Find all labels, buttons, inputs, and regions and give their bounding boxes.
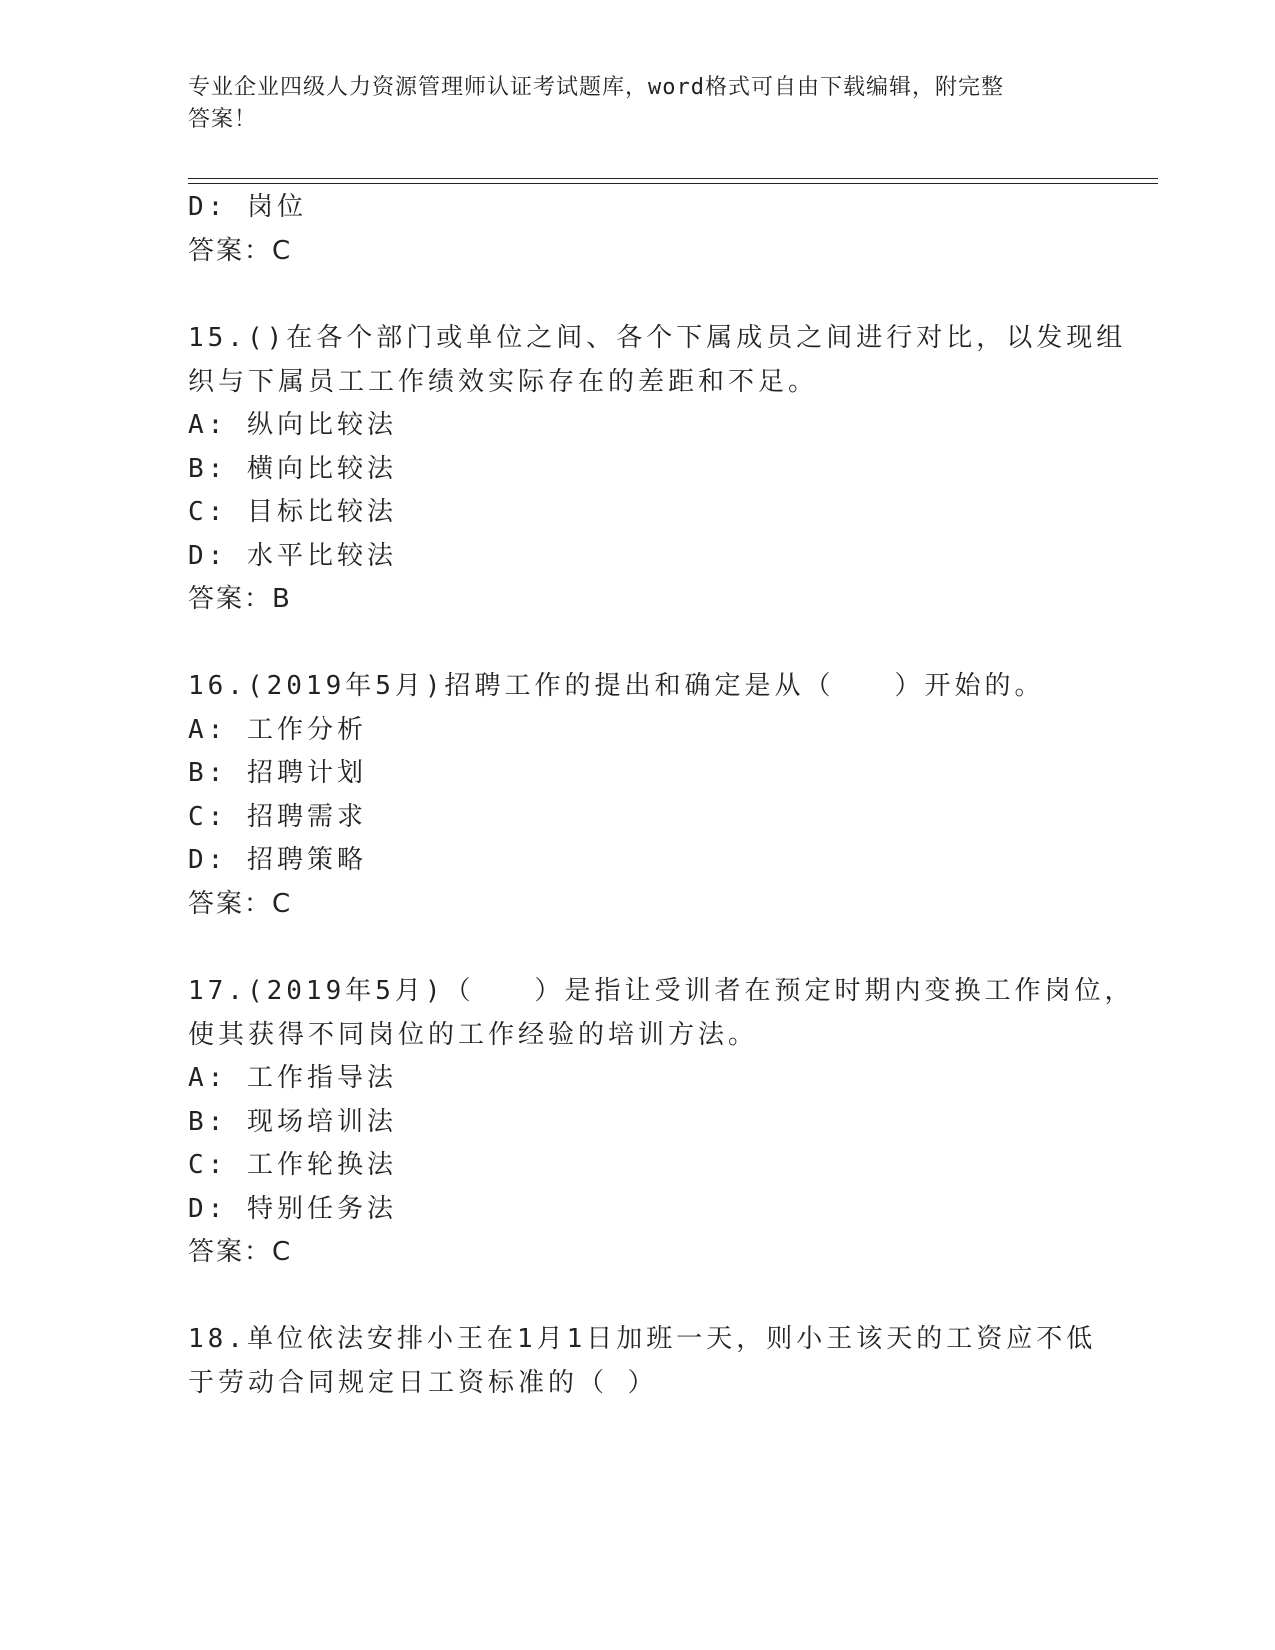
option-b: B: 招聘计划 [188, 758, 367, 788]
option-a: A: 纵向比较法 [188, 410, 397, 440]
option-a: A: 工作指导法 [188, 1063, 397, 1093]
answer: 答案：B [188, 584, 292, 614]
option-d: D: 招聘策略 [188, 845, 367, 875]
document-header [188, 72, 1088, 136]
header-divider-top [188, 178, 1158, 179]
header-line-1: 专业企业四级人力资源管理师认证考试题库，word格式可自由下载编辑，附完整 [188, 75, 1004, 100]
answer: 答案：C [188, 236, 293, 266]
question-stem: 16.(2019年5月)招聘工作的提出和确定是从（ ）开始的。 [188, 671, 1045, 701]
option-d: D: 岗位 [188, 192, 307, 222]
question-stem: 于劳动合同规定日工资标准的（ ） [188, 1368, 658, 1398]
header-divider-bottom [188, 183, 1158, 184]
option-c: C: 目标比较法 [188, 497, 397, 527]
option-c: C: 招聘需求 [188, 802, 367, 832]
answer: 答案：C [188, 889, 293, 919]
answer: 答案：C [188, 1237, 293, 1267]
option-b: B: 现场培训法 [188, 1107, 397, 1137]
option-a: A: 工作分析 [188, 715, 367, 745]
question-stem: 18.单位依法安排小王在1月1日加班一天，则小王该天的工资应不低 [188, 1324, 1097, 1354]
option-b: B: 横向比较法 [188, 454, 397, 484]
question-stem: 17.(2019年5月)（ ）是指让受训者在预定时期内变换工作岗位， [188, 976, 1135, 1006]
question-stem: 使其获得不同岗位的工作经验的培训方法。 [188, 1020, 759, 1050]
question-stem: 织与下属员工工作绩效实际存在的差距和不足。 [188, 367, 819, 397]
option-d: D: 水平比较法 [188, 541, 397, 571]
option-d: D: 特别任务法 [188, 1194, 397, 1224]
header-line-2: 答案！ [188, 107, 258, 132]
option-c: C: 工作轮换法 [188, 1150, 397, 1180]
question-stem: 15.()在各个部门或单位之间、各个下属成员之间进行对比，以发现组 [188, 323, 1127, 353]
